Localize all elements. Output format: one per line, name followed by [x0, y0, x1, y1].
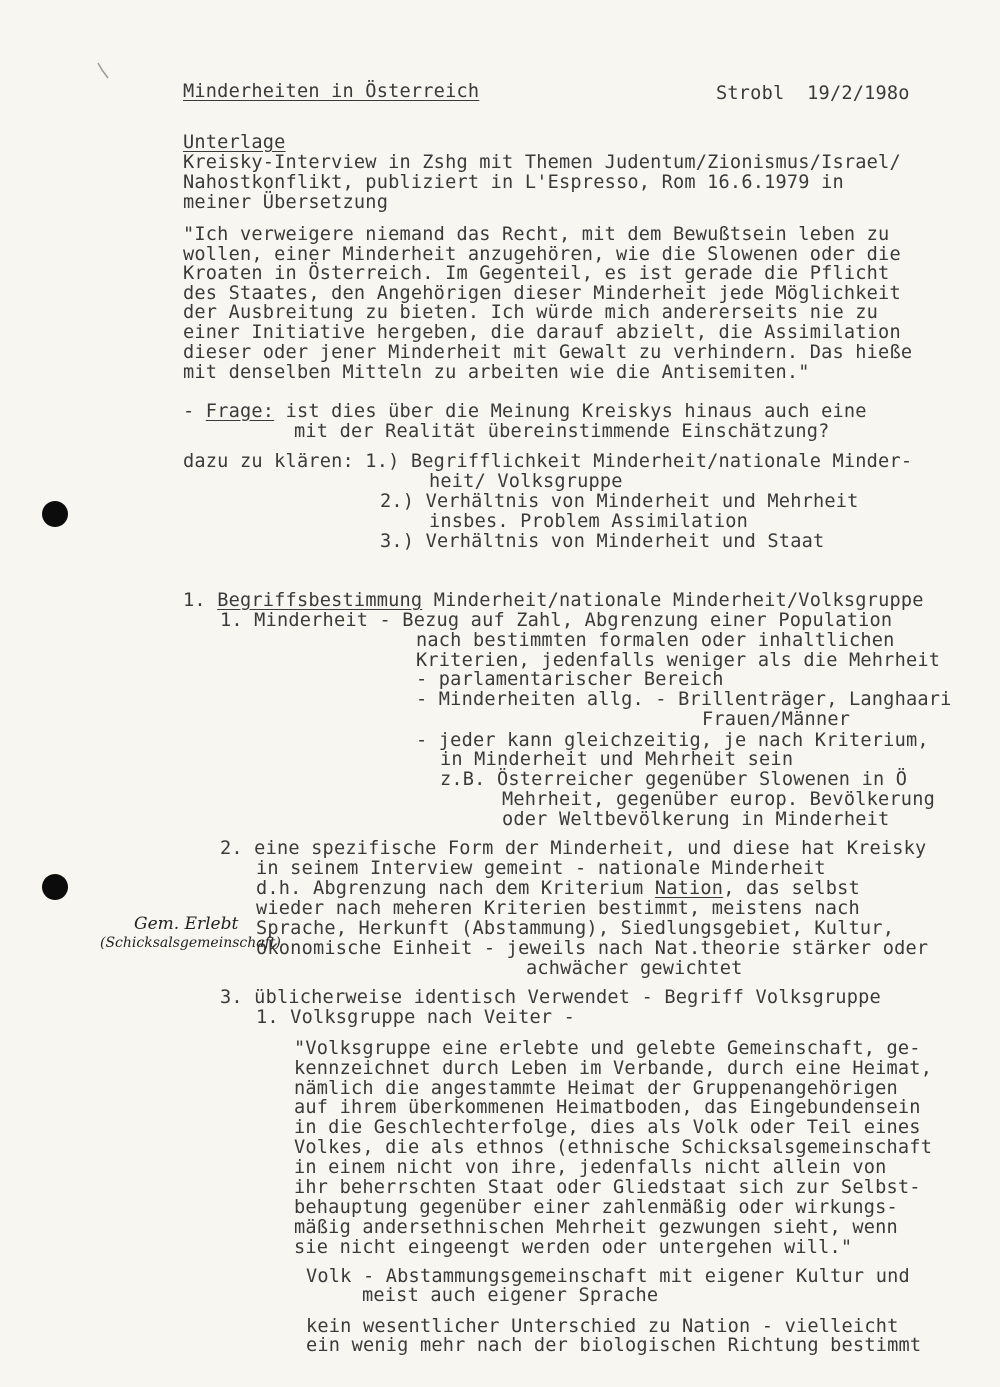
unterlage-line: Kreisky-Interview in Zshg mit Themen Judentum/Zionismus/Israel/ — [183, 152, 901, 173]
frage-dash: - — [183, 401, 206, 422]
closing-line: kein wesentlicher Unterschied zu Nation - vielleicht — [306, 1316, 899, 1337]
item1-line: Mehrheit, gegenüber europ. Bevölkerung — [502, 789, 935, 810]
quote-line: des Staates, den Angehörigen dieser Minderheit jede Möglichkeit — [183, 283, 901, 304]
quote2-line: in einem nicht von ihre, jedenfalls nicht allein von — [294, 1157, 887, 1178]
unterlage-line: meiner Übersetzung — [183, 192, 389, 213]
punch-hole-top — [42, 501, 68, 527]
corner-pencil-mark — [96, 62, 110, 80]
item1-line: oder Weltbevölkerung in Minderheit — [502, 809, 890, 830]
quote2-line: ihr beherrschten Staat oder Gliedstaat sich zur Selbst- — [294, 1177, 921, 1198]
unterlage-line: Nahostkonflikt, publiziert in L'Espresso, Rom 16.6.1979 in — [183, 172, 844, 193]
volk-line: Volk - Abstammungsgemeinschaft mit eigener Kultur und — [306, 1266, 910, 1287]
item1-line: Kriterien, jedenfalls weniger als die Mehrheit — [416, 650, 941, 671]
quote-line: mit denselben Mitteln zu arbeiten wie die Antisemiten." — [183, 362, 810, 383]
klaeren-line: heit/ Volksgruppe — [429, 471, 623, 492]
item2-text: , das selbst — [723, 878, 860, 899]
frage-label: Frage: — [205, 401, 275, 422]
klaeren-line: 3.) Verhältnis von Minderheit und Staat — [380, 531, 825, 552]
quote-line: "Ich verweigere niemand das Recht, mit dem Bewußtsein leben zu — [183, 224, 890, 245]
item1-line: Frauen/Männer — [702, 709, 851, 730]
item1-line: nach bestimmten formalen oder inhaltlichen — [416, 630, 895, 651]
quote2-line: kennzeichnet durch Leben im Verbande, durch eine Heimat, — [294, 1058, 933, 1079]
klaeren-line: insbes. Problem Assimilation — [429, 511, 749, 532]
item2-line: in seinem Interview gemeint - nationale Minderheit — [256, 858, 826, 879]
document-title: Minderheiten in Österreich — [183, 81, 480, 102]
item1-line: - parlamentarischer Bereich — [416, 669, 724, 690]
item2-line: wieder nach meheren Kriterien bestimmt, meistens nach — [256, 898, 860, 919]
closing-line: ein wenig mehr nach der biologischen Richtung bestimmt — [306, 1335, 922, 1356]
item2-line — [256, 879, 860, 899]
quote2-line: auf ihrem überkommenen Heimatboden, das Eingebundensein — [294, 1097, 921, 1118]
quote-line: einer Initiative hergeben, die darauf abzielt, die Assimilation — [183, 322, 901, 343]
quote2-line: behauptung gegenüber einer zahlenmäßig oder wirkungs- — [294, 1197, 898, 1218]
item1-line: - Minderheiten allg. - Brillenträger, Langhaari — [416, 689, 952, 710]
author-date: Strobl 19/2/198o — [716, 83, 910, 104]
volk-line: meist auch eigener Sprache — [362, 1285, 659, 1306]
quote-line: Kroaten in Österreich. Im Gegenteil, es ist gerade die Pflicht — [183, 263, 890, 284]
quote2-line: sie nicht eingeengt werden oder untergehen will." — [294, 1237, 853, 1258]
item2-text: d.h. Abgrenzung nach dem Kriterium — [256, 878, 655, 899]
klaeren-line: 2.) Verhältnis von Minderheit und Mehrheit — [380, 491, 859, 512]
quote-line: der Ausbreitung zu bieten. Ich würde mich andererseits nie zu — [183, 302, 879, 323]
quote2-line: mäßig andersethnischen Mehrheit gezwungen sieht, wenn — [294, 1217, 898, 1238]
item2-line: ökonomische Einheit - jeweils nach Nat.theorie stärker oder — [256, 938, 929, 959]
punch-hole-bottom — [42, 874, 68, 900]
quote2-line: in die Geschlechterfolge, dies als Volk oder Teil eines — [294, 1117, 921, 1138]
section-heading — [183, 591, 924, 611]
quote2-line: Volkes, die als ethnos (ethnische Schicksalsgemeinschaft — [294, 1137, 933, 1158]
unterlage-heading: Unterlage — [183, 132, 286, 153]
item1-line: 1. Minderheit - Bezug auf Zahl, Abgrenzung einer Population — [220, 610, 893, 631]
item3-line: 3. üblicherweise identisch Verwendet - Begriff Volksgruppe — [220, 987, 881, 1008]
item2-line: Sprache, Herkunft (Abstammung), Siedlungsgebiet, Kultur, — [256, 918, 895, 939]
quote2-line: "Volksgruppe eine erlebte und gelebte Gemeinschaft, ge- — [294, 1038, 921, 1059]
section-heading-rest: Minderheit/nationale Minderheit/Volksgruppe — [422, 590, 924, 611]
frage-line-2: mit der Realität übereinstimmende Einschätzung? — [294, 421, 830, 442]
frage-text: ist dies über die Meinung Kreiskys hinaus auch eine — [274, 401, 867, 422]
item2-line: 2. eine spezifische Form der Minderheit, und diese hat Kreisky — [220, 838, 927, 859]
nation-underlined: Nation — [654, 878, 724, 899]
section-heading-underlined: Begriffsbestimmung — [217, 590, 423, 611]
quote2-line: nämlich die angestammte Heimat der Gruppenangehörigen — [294, 1078, 898, 1099]
quote-line: dieser oder jener Minderheit mit Gewalt zu verhindern. Das hieße — [183, 342, 913, 363]
item1-line: z.B. Österreicher gegenüber Slowenen in Ö — [440, 769, 908, 790]
handwritten-note: Gem. Erlebt — [134, 914, 239, 934]
klaeren-lead: dazu zu klären: 1.) Begrifflichkeit Minderheit/nationale Minder- — [183, 451, 913, 472]
item1-line: in Minderheit und Mehrheit sein — [440, 749, 794, 770]
item1-line: - jeder kann gleichzeitig, je nach Kriterium, — [416, 730, 929, 751]
item3-line: 1. Volksgruppe nach Veiter - — [256, 1007, 576, 1028]
quote-line: wollen, einer Minderheit anzugehören, wie die Slowenen oder die — [183, 244, 901, 265]
section-number: 1. — [183, 590, 218, 611]
handwritten-note: (Schicksalsgemeinschaft) — [100, 935, 281, 951]
frage-line — [183, 402, 867, 422]
item2-line: achwächer gewichtet — [526, 958, 743, 979]
